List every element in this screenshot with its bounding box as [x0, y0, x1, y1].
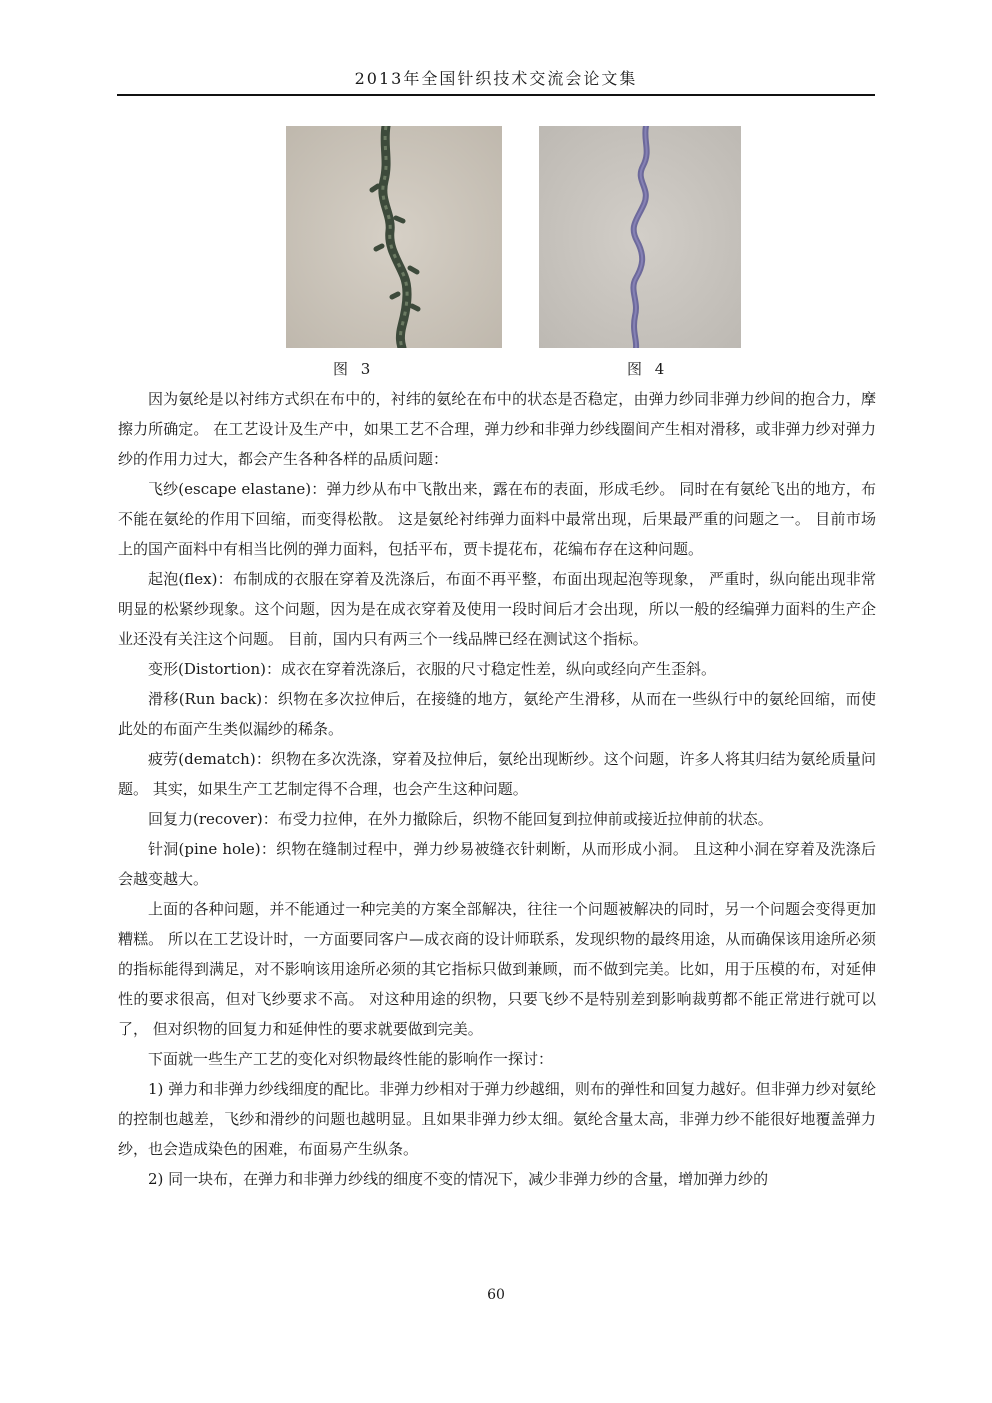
paragraph: 1) 弹力和非弹力纱线细度的配比。非弹力纱相对于弹力纱越细，则布的弹性和回复力越好。但非弹力纱对氨纶的控制也越差，飞纱和滑纱的问题也越明显。且如果非弹力纱太细。氨纶含量太高，非弹力纱不能很好地覆盖弹力纱，也会造成染色的困难，布面易产生纵条。: [118, 1080, 876, 1158]
paragraph: 2) 同一块布，在弹力和非弹力纱线的细度不变的情况下，减少非弹力纱的含量，增加弹力纱的: [148, 1170, 769, 1188]
figure-4-image: [539, 126, 741, 348]
paragraph: 回复力(recover)：布受力拉伸，在外力撤除后，织物不能回复到拉伸前或接近拉伸前的状态。: [148, 810, 773, 828]
running-header: 2013年全国针织技术交流会论文集: [354, 69, 638, 88]
paragraph: 下面就一些生产工艺的变化对织物最终性能的影响作一探讨：: [148, 1050, 554, 1068]
figure-3-caption: 图 3: [333, 360, 375, 378]
paragraph: 针洞(pine hole)：织物在缝制过程中，弹力纱易被缝衣针刺断，从而形成小洞。 且这种小洞在穿着及洗涤后会越变越大。: [118, 840, 876, 888]
header-rule: [117, 94, 875, 96]
page-number: 60: [487, 1287, 505, 1303]
paragraph: 滑移(Run back)：织物在多次拉伸后，在接缝的地方，氨纶产生滑移，从而在一些纵行中的氨纶回缩，而使此处的布面产生类似漏纱的稀条。: [118, 690, 876, 738]
paragraph: 因为氨纶是以衬纬方式织在布中的，衬纬的氨纶在布中的状态是否稳定，由弹力纱同非弹力纱间的抱合力，摩擦力所确定。 在工艺设计及生产中，如果工艺不合理，弹力纱和非弹力纱线圈间产生相对滑移，或非弹力纱对弹力纱的作用力过大，都会产生各种各样的品质问题：: [118, 390, 876, 468]
paragraph: 上面的各种问题，并不能通过一种完美的方案全部解决，往往一个问题被解决的同时，另一个问题会变得更加糟糕。 所以在工艺设计时，一方面要同客户—成衣商的设计师联系，发现织物的最终用途，从而确保该用途所必须的指标能得到满足，对不影响该用途所必须的其它指标只做到兼顾，而不做到完美。比如，用于压模的布，对延伸性的要求很高，但对飞纱要求不高。 对这种用途的织物，只要飞纱不是特别差到影响裁剪都不能正常进行就可以了， 但对织物的回复力和延伸性的要求就要做到完美。: [118, 900, 876, 1038]
body-text: [118, 384, 876, 1194]
figure-4-caption: 图 4: [627, 360, 669, 378]
paragraph: 变形(Distortion)：成衣在穿着洗涤后，衣服的尺寸稳定性差，纵向或经向产生歪斜。: [148, 660, 716, 678]
paragraph: 起泡(flex)：布制成的衣服在穿着及洗涤后，布面不再平整，布面出现起泡等现象， 严重时，纵向能出现非常明显的松紧纱现象。这个问题，因为是在成衣穿着及使用一段时间后才会出现，所以一般的经编弹力面料的生产企业还没有关注这个问题。 目前，国内只有两三个一线品牌已经在测试这个指标。: [118, 570, 876, 648]
paragraph: 飞纱(escape elastane)：弹力纱从布中飞散出来，露在布的表面，形成毛纱。 同时在有氨纶飞出的地方，布不能在氨纶的作用下回缩，而变得松散。 这是氨纶衬纬弹力面料中最常出现，后果最严重的问题之一。 目前市场上的国产面料中有相当比例的弹力面料，包括平布，贾卡提花布，花编布存在这种问题。: [118, 480, 876, 558]
paragraph: 疲劳(dematch)：织物在多次洗涤，穿着及拉伸后，氨纶出现断纱。这个问题，许多人将其归结为氨纶质量问题。 其实，如果生产工艺制定得不合理，也会产生这种问题。: [118, 750, 876, 798]
figure-3-image: [286, 126, 502, 348]
